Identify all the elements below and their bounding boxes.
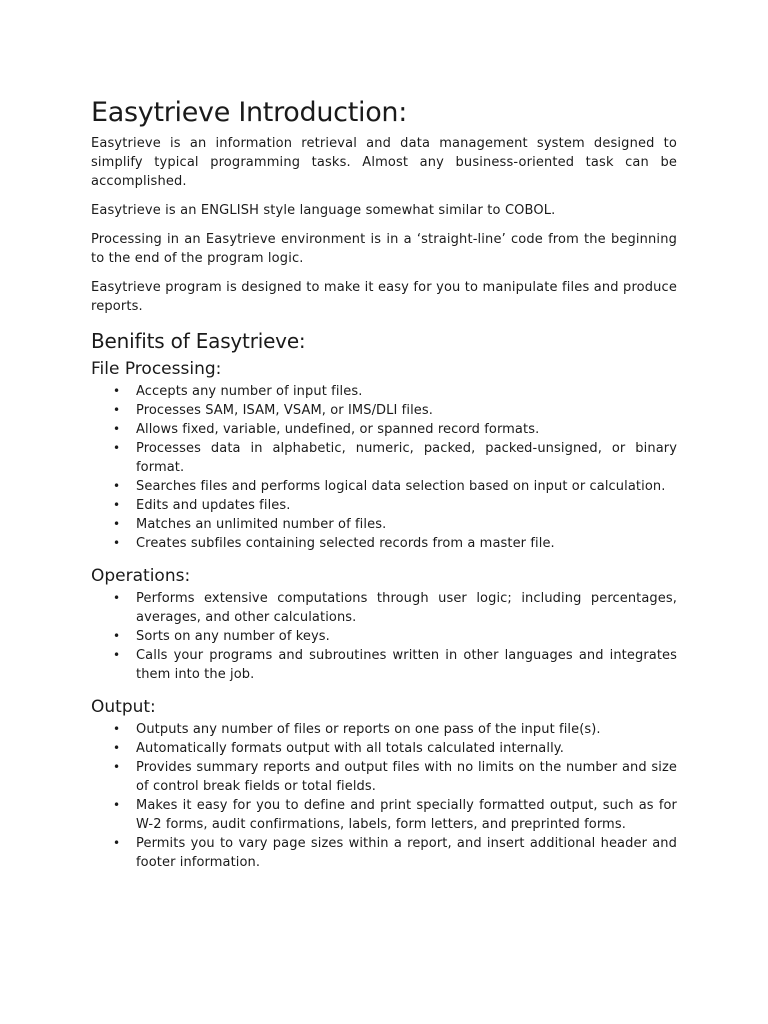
- list-item-text: Allows fixed, variable, undefined, or spanned record formats.: [136, 422, 540, 437]
- section-heading-operations: Operations:: [91, 566, 191, 586]
- bullet-icon: •: [113, 741, 121, 755]
- intro-paragraph-3: Processing in an Easytrieve environment is in a ‘straight-line’ code from the beginning to the end of the program logic.: [91, 232, 677, 266]
- list-item-text: Permits you to vary page sizes within a report, and insert additional header and footer information.: [136, 836, 677, 870]
- bullet-icon: •: [113, 384, 121, 398]
- bullet-icon: •: [113, 422, 121, 436]
- list-item-text: Matches an unlimited number of files.: [136, 517, 387, 532]
- intro-paragraph-4: Easytrieve program is designed to make it easy for you to manipulate files and produce reports.: [91, 280, 677, 314]
- bullet-icon: •: [113, 536, 121, 550]
- bullet-icon: •: [113, 498, 121, 512]
- bullet-icon: •: [113, 648, 121, 662]
- list-item-text: Edits and updates files.: [136, 498, 291, 513]
- bullet-icon: •: [113, 629, 121, 643]
- list-item-text: Creates subfiles containing selected records from a master file.: [136, 536, 555, 551]
- list-item: [91, 401, 677, 420]
- section-heading-output: Output:: [91, 697, 156, 717]
- list-item: [91, 720, 677, 739]
- list-item: [91, 477, 677, 496]
- operations-list: [91, 589, 677, 684]
- page-title: Easytrieve Introduction:: [91, 97, 408, 128]
- intro-paragraph-1: Easytrieve is an information retrieval and data management system designed to simplify typical programming tasks. Almost any business-oriented task can be accomplished.: [91, 136, 677, 189]
- section-heading-file-processing: File Processing:: [91, 359, 222, 379]
- list-item-text: Calls your programs and subroutines written in other languages and integrates them into the job.: [136, 648, 677, 682]
- output-list: [91, 720, 677, 872]
- list-item-text: Sorts on any number of keys.: [136, 629, 330, 644]
- list-item: [91, 420, 677, 439]
- list-item: [91, 834, 677, 872]
- bullet-icon: •: [113, 760, 121, 774]
- file-processing-list: [91, 382, 677, 553]
- bullet-icon: •: [113, 441, 121, 455]
- bullet-icon: •: [113, 403, 121, 417]
- list-item-text: Performs extensive computations through user logic; including percentages, averages, and other calculations.: [136, 591, 677, 625]
- document-page: [91, 96, 677, 884]
- list-item: [91, 439, 677, 477]
- list-item: [91, 496, 677, 515]
- list-item: [91, 627, 677, 646]
- list-item-text: Processes data in alphabetic, numeric, packed, packed-unsigned, or binary format.: [136, 441, 677, 475]
- list-item: [91, 796, 677, 834]
- bullet-icon: •: [113, 517, 121, 531]
- list-item: [91, 739, 677, 758]
- list-item: [91, 515, 677, 534]
- list-item: [91, 382, 677, 401]
- intro-paragraph-2: Easytrieve is an ENGLISH style language somewhat similar to COBOL.: [91, 203, 556, 218]
- list-item-text: Automatically formats output with all totals calculated internally.: [136, 741, 564, 756]
- list-item-text: Provides summary reports and output files with no limits on the number and size of control break fields or total fields.: [136, 760, 677, 794]
- list-item-text: Outputs any number of files or reports on one pass of the input file(s).: [136, 722, 601, 737]
- bullet-icon: •: [113, 836, 121, 850]
- bullet-icon: •: [113, 722, 121, 736]
- list-item: [91, 646, 677, 684]
- list-item: [91, 589, 677, 627]
- bullet-icon: •: [113, 591, 121, 605]
- bullet-icon: •: [113, 479, 121, 493]
- list-item-text: Makes it easy for you to define and print specially formatted output, such as for W-2 forms, audit confirmations, labels, form letters, and preprinted forms.: [136, 798, 677, 832]
- list-item: [91, 534, 677, 553]
- list-item-text: Accepts any number of input files.: [136, 384, 363, 399]
- bullet-icon: •: [113, 798, 121, 812]
- list-item-text: Searches files and performs logical data selection based on input or calculation.: [136, 479, 666, 494]
- benefits-heading: Benifits of Easytrieve:: [91, 329, 306, 353]
- list-item: [91, 758, 677, 796]
- list-item-text: Processes SAM, ISAM, VSAM, or IMS/DLI files.: [136, 403, 433, 418]
